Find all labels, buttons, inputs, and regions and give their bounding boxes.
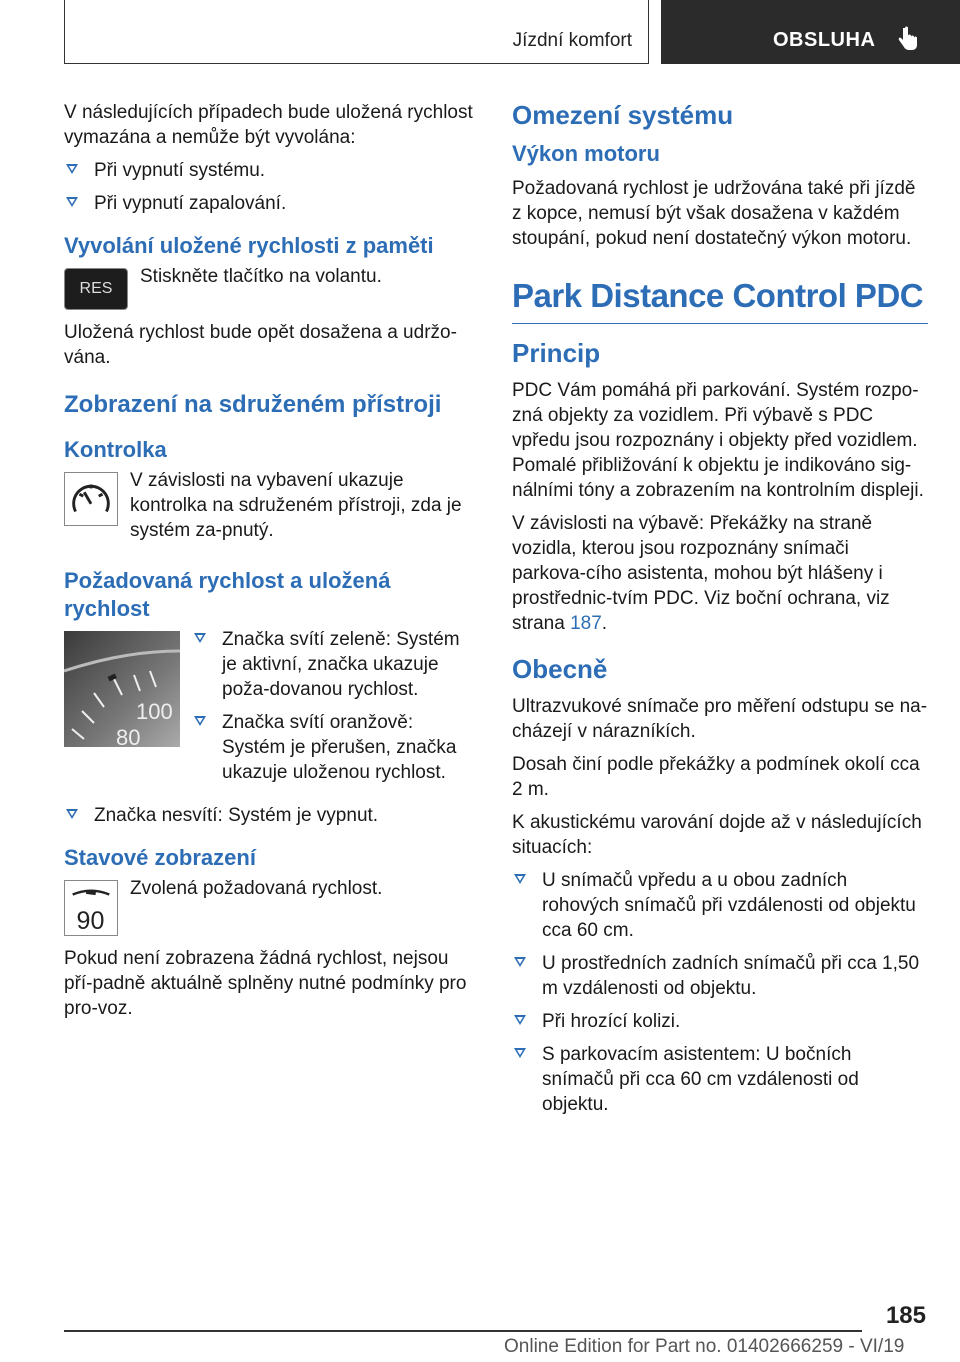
list-item: Při vypnutí systému. — [64, 158, 478, 183]
recall-heading: Vyvolání uložené rychlosti z paměti — [64, 233, 434, 258]
page-number: 185 — [885, 1302, 926, 1329]
edition-note: Online Edition for Part no. 01402666259 - VI/19 — [504, 1336, 905, 1357]
section-title: Jízdní komfort — [512, 30, 632, 51]
gauge-label: 80 — [116, 725, 141, 747]
bullet-triangle-icon — [514, 1015, 526, 1025]
indicator-heading: Kontrolka — [64, 437, 167, 462]
status-row — [64, 880, 478, 936]
right-column — [512, 100, 928, 1127]
recall-result: Uložená rychlost bude opět dosažena a udržo-vána. — [64, 322, 457, 368]
gauge-label: 100 — [136, 699, 173, 724]
set-speed-icon — [64, 880, 118, 936]
status-text: Zvolená požadovaná rychlost. — [130, 878, 383, 899]
footer-divider — [64, 1330, 862, 1332]
desired-off-list — [64, 803, 478, 828]
intro-list — [64, 158, 478, 216]
cluster-heading: Zobrazení na sdruženém přístroji — [64, 391, 442, 418]
page-reference-link[interactable]: 187 — [570, 613, 602, 634]
bullet-triangle-icon — [194, 633, 206, 643]
bullet-triangle-icon — [514, 957, 526, 967]
header-chapter-tab — [661, 0, 960, 64]
desired-row — [64, 631, 478, 793]
intro-text: V následujících případech bude uložená rychlost vymazána a nemůže být vyvolána: — [64, 102, 473, 148]
bullet-triangle-icon — [514, 1048, 526, 1058]
speedometer-image — [64, 631, 180, 747]
engine-heading: Výkon motoru — [512, 141, 660, 166]
indicator-text: V závislosti na vybavení ukazuje kontrolka na sdruženém přístroji, zda je systém za-pnutý. — [130, 470, 462, 541]
status-heading: Stavové zobrazení — [64, 845, 256, 870]
list-item: Značka svítí zeleně: Systém je aktivní, značka ukazuje poža-dovanou rychlost. — [192, 627, 478, 702]
list-item: U snímačů vpředu a u obou zadních rohových snímačů při vzdálenosti od objektu cca 60 cm. — [512, 868, 928, 943]
res-button-icon: RES — [64, 268, 128, 310]
left-column — [64, 100, 478, 1029]
recall-row — [64, 268, 478, 310]
set-speed-value: 90 — [76, 907, 105, 936]
recall-text: Stiskněte tlačítko na volantu. — [140, 266, 382, 287]
general-text-3: K akustickému varování dojde až v následujících situacích: — [512, 812, 922, 858]
list-item: Při vypnutí zapalování. — [64, 191, 478, 216]
principle-text-2: V závislosti na výbavě: Překážky na straně vozidla, kterou jsou rozpoznány snímači parkova-cího asistenta, mohou být hlášeny i prostřednic-tvím PDC. Viz boční ochrana, viz strana 187. — [512, 513, 890, 634]
header-section-box — [64, 0, 649, 64]
pdc-title: Park Distance Control PDC — [512, 275, 928, 324]
desired-heading: Požadovaná rychlost a uložená rychlost — [64, 568, 391, 621]
list-item: Značka nesvítí: Systém je vypnut. — [64, 803, 478, 828]
bullet-triangle-icon — [66, 197, 78, 207]
limits-heading: Omezení systému — [512, 100, 734, 130]
general-text: Ultrazvukové snímače pro měření odstupu se na-cházejí v nárazníkích. — [512, 696, 928, 742]
desired-list — [192, 627, 478, 793]
list-item: U prostředních zadních snímačů při cca 1,50 m vzdálenosti od objektu. — [512, 951, 928, 1001]
bullet-triangle-icon — [66, 164, 78, 174]
bullet-triangle-icon — [194, 716, 206, 726]
engine-text: Požadovaná rychlost je udržována také při jízdě z kopce, nemusí být však dosažena v každém stoupání, pokud není dostatečný výkon motoru. — [512, 178, 916, 249]
chapter-title: OBSLUHA — [773, 29, 876, 51]
list-item: S parkovacím asistentem: U bočních snímačů při cca 60 cm vzdálenosti od objektu. — [512, 1042, 928, 1117]
cruise-control-icon — [64, 472, 118, 526]
general-list — [512, 868, 928, 1117]
general-text-2: Dosah činí podle překážky a podmínek okolí cca 2 m. — [512, 754, 920, 800]
general-heading: Obecně — [512, 654, 608, 684]
principle-heading: Princip — [512, 338, 601, 368]
list-item: Při hrozící kolizi. — [512, 1009, 928, 1034]
list-item: Značka svítí oranžově: Systém je přerušen, značka ukazuje uloženou rychlost. — [192, 710, 478, 785]
principle-text: PDC Vám pomáhá při parkování. Systém rozpo-zná objekty za vozidlem. Při výbavě s PDC vpředu jsou rozpoznány i objekty před vozidlem. Pomalé přibližování k objektu je indikováno sig-nálními tóny a zobrazením na kontrolním displeji. — [512, 380, 924, 501]
bullet-triangle-icon — [514, 874, 526, 884]
bullet-triangle-icon — [66, 809, 78, 819]
hand-pointer-icon — [897, 26, 919, 52]
indicator-row — [64, 472, 478, 551]
status-note: Pokud není zobrazena žádná rychlost, nejsou pří-padně aktuálně splněny nutné podmínky pro pro-voz. — [64, 948, 467, 1019]
